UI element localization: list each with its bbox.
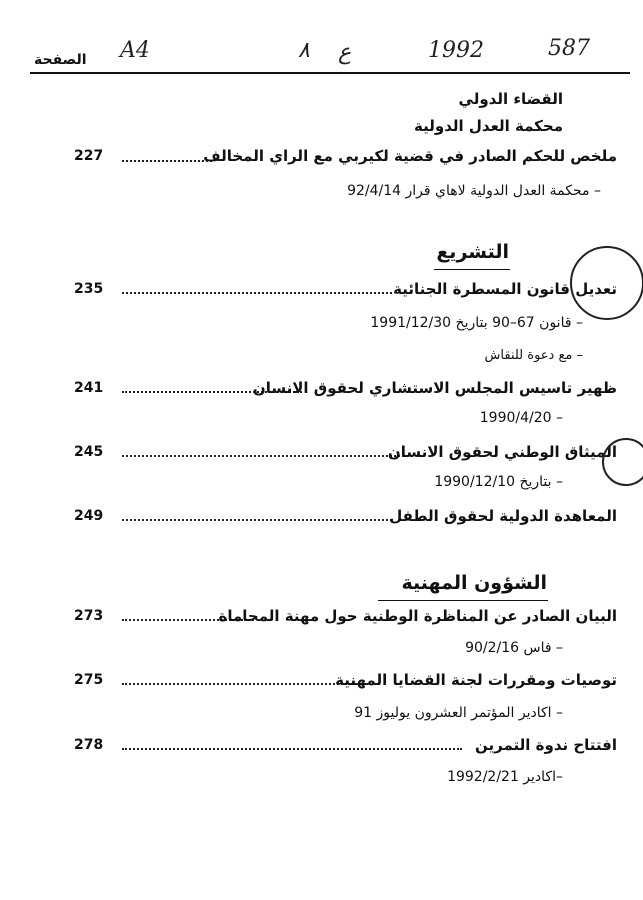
leg-item-1-sub-1: – قانون 67–90 بتاريخ 1991/12/30: [370, 315, 583, 331]
page-column-label: الصفحة: [34, 52, 87, 68]
leg-item-3-title: الميثاق الوطني لحقوق الانسان: [387, 443, 617, 461]
leg-item-3-page: 245: [74, 444, 104, 460]
pro-item-2-sub-1: – اكادير المؤتمر العشرون يوليوز 91: [354, 705, 563, 721]
handwritten-number: ٨: [298, 38, 310, 63]
pro-item-3-sub-1: –اكادير 1992/2/21: [447, 769, 563, 785]
professional-heading: الشؤون المهنية: [401, 572, 547, 594]
pro-item-1-sub-1: – فاس 90/2/16: [465, 640, 563, 656]
leg-item-3-leader: [122, 455, 404, 457]
intl-entry-leader: [122, 160, 212, 162]
handwritten-year: 1992: [428, 38, 484, 63]
intl-entry-sub: – محكمة العدل الدولية لاهاي قرار 92/4/14: [347, 183, 601, 199]
pro-item-2-page: 275: [74, 672, 104, 688]
pro-item-3-leader: [122, 748, 462, 750]
leg-item-1-sub-2: – مع دعوة للنقاش: [484, 348, 583, 363]
intl-entry-page: 227: [74, 148, 104, 164]
leg-item-4-page: 249: [74, 508, 104, 524]
handwritten-circle-mark-2: [602, 438, 643, 486]
pro-item-1-page: 273: [74, 608, 104, 624]
handwritten-code: A4: [120, 38, 150, 63]
pro-item-2-leader: [122, 683, 354, 685]
pro-item-1-title: البيان الصادر عن المناظرة الوطنية حول مهنة المحاماة: [218, 607, 617, 625]
intl-entry-title: ملخص للحكم الصادر في قضية لكيربي مع الراي المخالف: [203, 147, 617, 165]
intl-heading: القضاء الدولي: [458, 90, 563, 108]
legislation-heading-underline: [434, 269, 510, 270]
leg-item-1-title: تعديل قانون المسطرة الجنائية: [393, 280, 617, 298]
leg-item-2-title: ظهير تاسيس المجلس الاستشاري لحقوق الانسان: [252, 379, 617, 397]
pro-item-3-title: افتتاح ندوة التمرين: [475, 736, 617, 754]
leg-item-3-sub-1: – بتاريخ 1990/12/10: [434, 474, 563, 490]
handwritten-mark: 587: [548, 36, 590, 61]
leg-item-2-sub-1: – 1990/4/20: [479, 410, 563, 426]
leg-item-4-leader: [122, 519, 392, 521]
pro-item-2-title: توصيات ومقررات لجنة القضايا المهنية: [335, 671, 617, 689]
header-rule: [30, 72, 630, 74]
handwritten-char: ع: [338, 40, 352, 65]
leg-item-1-leader: [122, 292, 392, 294]
legislation-heading: التشريع: [436, 241, 509, 263]
pro-item-3-page: 278: [74, 737, 104, 753]
leg-item-2-page: 241: [74, 380, 104, 396]
leg-item-4-title: المعاهدة الدولية لحقوق الطفل: [389, 507, 617, 525]
leg-item-1-page: 235: [74, 281, 104, 297]
intl-court: محكمة العدل الدولية: [414, 117, 563, 135]
professional-heading-underline: [378, 600, 548, 601]
